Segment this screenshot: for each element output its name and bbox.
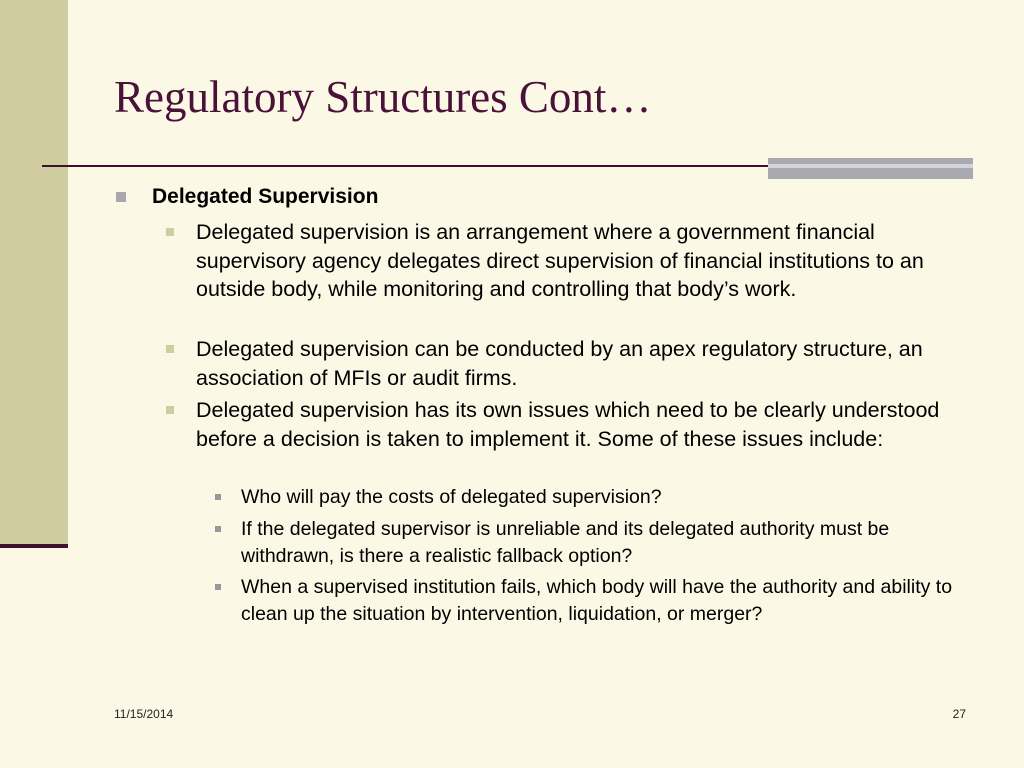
- bullet-level3: [241, 574, 981, 627]
- square-bullet-icon: [215, 526, 221, 532]
- slide-title: Regulatory Structures Cont…: [114, 72, 652, 122]
- square-bullet-icon: [215, 584, 221, 590]
- sub-bullet-text: If the delegated supervisor is unreliable and its delegated authority must be withdrawn, is there a realistic fallback option?: [241, 518, 890, 567]
- bullet-level3: [241, 484, 981, 511]
- square-bullet-icon: [166, 228, 174, 236]
- square-bullet-icon: [166, 406, 174, 414]
- square-bullet-icon: [166, 345, 174, 353]
- bullet-level2: [196, 396, 966, 453]
- square-bullet-icon: [116, 192, 126, 202]
- footer-date: 11/15/2014: [114, 707, 174, 721]
- square-bullet-icon: [215, 494, 221, 500]
- sub-bullet-text: When a supervised institution fails, which body will have the authority and ability to clean up the situation by intervention, liquidation, or merger?: [241, 576, 953, 625]
- footer-page-number: 27: [952, 707, 966, 721]
- bullet-level2: [196, 335, 966, 392]
- sub-bullet-text: Who will pay the costs of delegated supervision?: [241, 486, 662, 508]
- bullet-level2: [196, 218, 966, 304]
- bullet-text: Delegated supervision is an arrangement where a government financial supervisory agency delegates direct supervision of financial institutions to an outside body, while monitoring and controlling that body’s work.: [196, 220, 924, 302]
- bullet-text: Delegated supervision has its own issues which need to be clearly understood before a decision is taken to implement it. Some of these issues include:: [196, 398, 940, 451]
- section-heading: Delegated Supervision: [152, 185, 379, 208]
- bullet-level3: [241, 516, 981, 569]
- bullet-level1: [152, 184, 378, 210]
- bullet-text: Delegated supervision can be conducted by an apex regulatory structure, an association of MFIs or audit firms.: [196, 337, 923, 390]
